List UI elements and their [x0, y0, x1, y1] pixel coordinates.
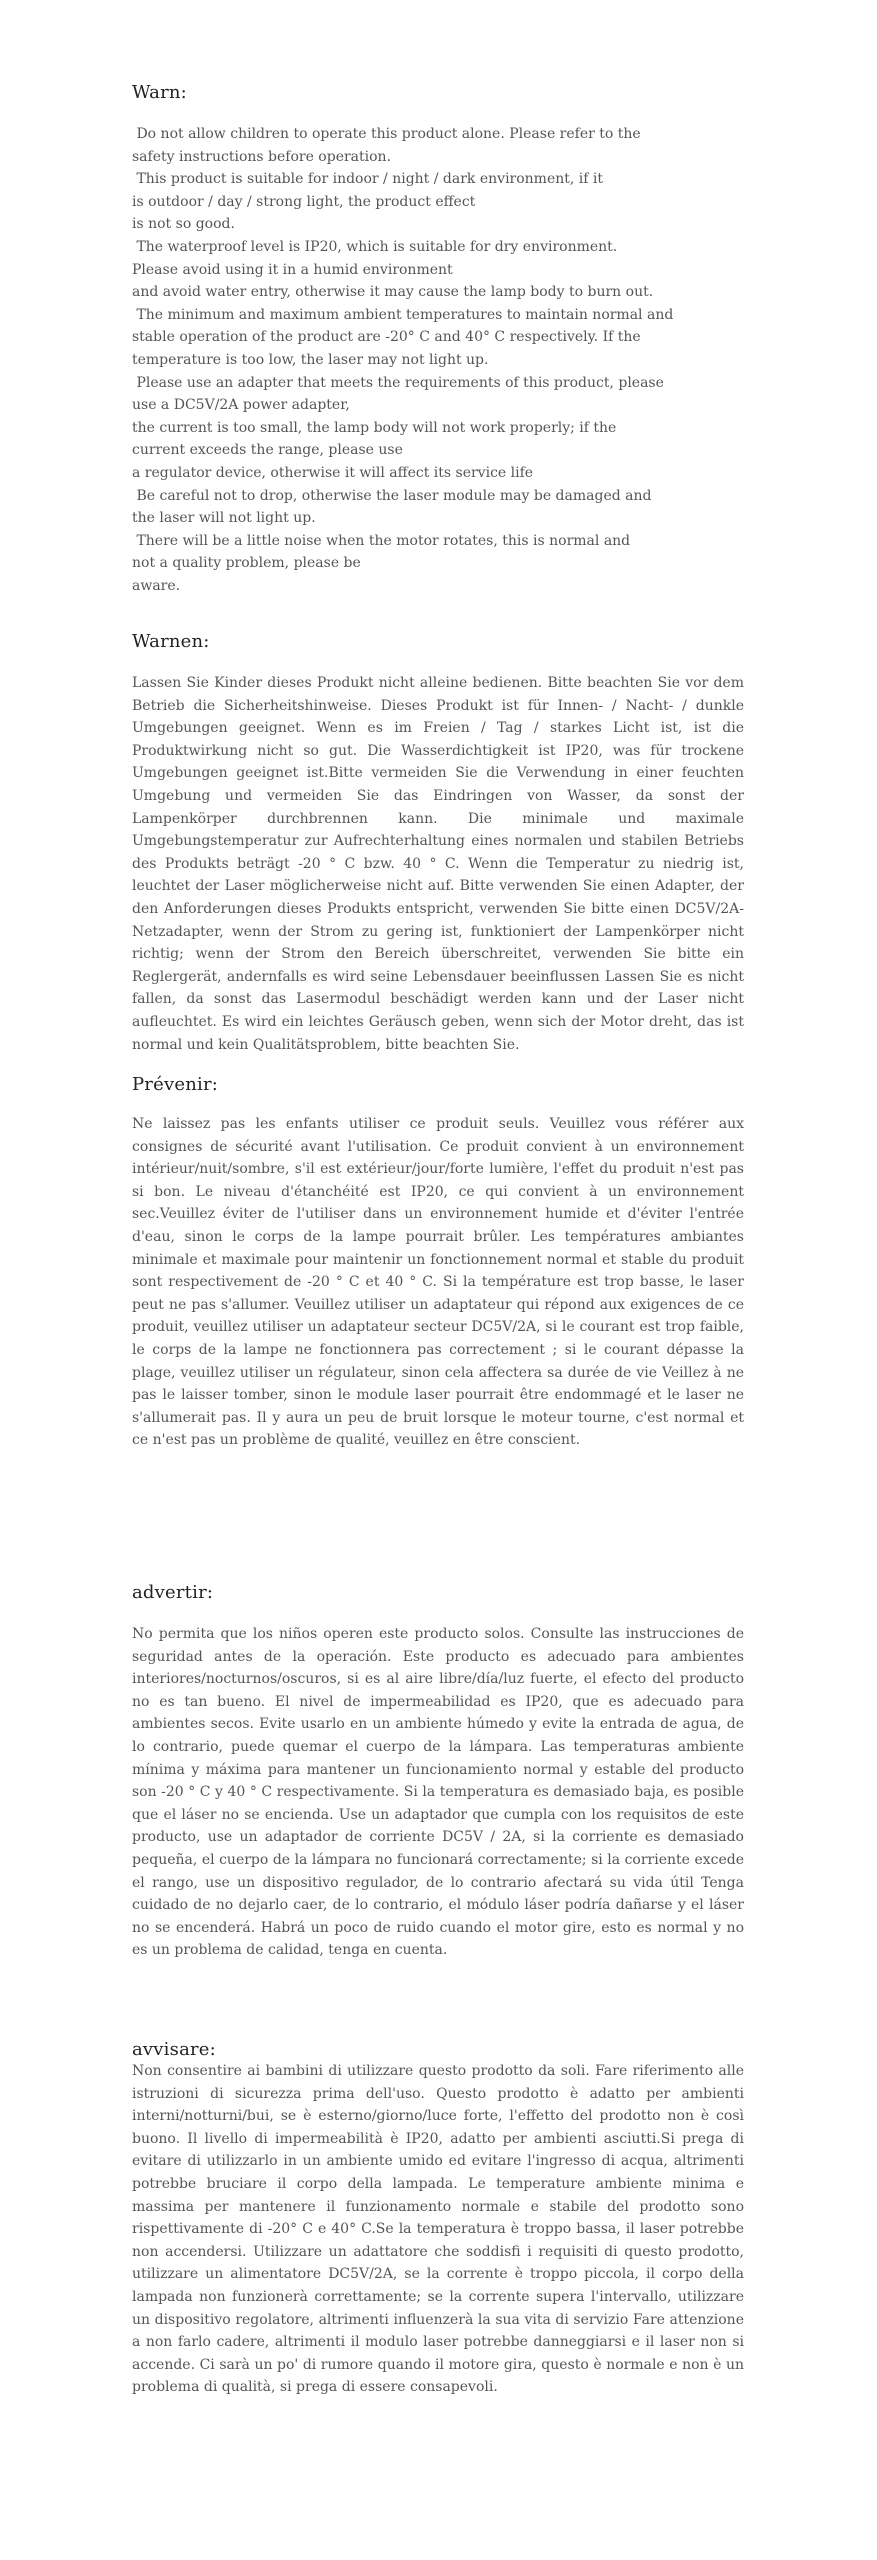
text-line: temperature is too low, the laser may not light up. — [132, 351, 489, 368]
warning-section-french — [132, 1074, 744, 1452]
text-line: the laser will not light up. — [132, 510, 316, 527]
text-line: The minimum and maximum ambient temperatures to maintain normal and — [132, 306, 674, 323]
text-line: Be careful not to drop, otherwise the laser module may be damaged and — [132, 487, 652, 504]
text-line: the current is too small, the lamp body will not work properly; if the — [132, 419, 617, 436]
warning-section-italian — [132, 2040, 744, 2399]
section-heading: avvisare: — [132, 2039, 216, 2060]
text-line: This product is suitable for indoor / night / dark environment, if it — [132, 171, 604, 188]
section-body: Ne laissez pas les enfants utiliser ce produit seuls. Veuillez vous référer aux consignes de sécurité avant l'utilisation. Ce produit convient à un environnement intérieur/nuit/sombre, s'il est extérieur/jour/forte lumière, l'effet du produit n'est pas si bon. Le niveau d'étanchéité est IP20, ce qui convient à un environnement sec.Veuillez éviter de l'utiliser dans un environnement humide et d'éviter l'entrée d'eau, sinon le corps de la lampe pourrait brûler. Les températures ambiantes minimale et maximale pour maintenir un fonctionnement normal et stable du produit sont respectivement de -20 ° C et 40 ° C. Si la température est trop basse, le laser peut ne pas s'allumer. Veuillez utiliser un adaptateur qui répond aux exigences de ce produit, veuillez utiliser un adaptateur secteur DC5V/2A, si le courant est trop faible, le corps de la lampe ne fonctionnera pas correctement ; si le courant dépasse la plage, veuillez utiliser un régulateur, sinon cela affectera sa durée de vie Veillez à ne pas le laisser tomber, sinon le module laser pourrait être endommagé et le laser ne s'allumerait pas. Il y aura un peu de bruit lorsque le moteur tourne, c'est normal et ce n'est pas un problème de qualité, veuillez en être conscient. — [132, 1116, 744, 1449]
warning-section-german — [132, 631, 744, 1056]
text-line: safety instructions before operation. — [132, 148, 392, 165]
text-line: and avoid water entry, otherwise it may cause the lamp body to burn out. — [132, 284, 654, 301]
section-body: Non consentire ai bambini di utilizzare questo prodotto da soli. Fare riferimento alle istruzioni di sicurezza prima dell'uso. Questo prodotto è adatto per ambienti interni/notturni/bui, se è esterno/giorno/luce forte, l'effetto del prodotto non è così buono. Il livello di impermeabilità è IP20, adatto per ambienti asciutti.Si prega di evitare di utilizzarlo in un ambiente umido ed evitare l'ingresso di acqua, altrimenti potrebbe bruciare il corpo della lampada. Le temperature ambiente minima e massima per mantenere il funzionamento normale e stabile del prodotto sono rispettivamente di -20° C e 40° C.Se la temperatura è troppo bassa, il laser potrebbe non accendersi. Utilizzare un adattatore che soddisfi i requisiti di questo prodotto, utilizzare un alimentatore DC5V/2A, se la corrente è troppo piccola, il corpo della lampada non funzionerà correttamente; se la corrente supera l'intervallo, utilizzare un dispositivo regolatore, altrimenti influenzerà la sua vita di servizio Fare attenzione a non farlo cadere, altrimenti il modulo laser potrebbe danneggiarsi e il laser non si accende. Ci sarà un po' di rumore quando il motore gira, questo è normale e non è un problema di qualità, si prega di essere consapevoli. — [132, 2063, 744, 2396]
text-line: There will be a little noise when the motor rotates, this is normal and — [132, 532, 631, 549]
text-line: is not so good. — [132, 216, 235, 233]
warning-section-english — [132, 82, 744, 597]
text-line: stable operation of the product are -20° C and 40° C respectively. If the — [132, 329, 641, 346]
text-line: a regulator device, otherwise it will affect its service life — [132, 464, 534, 481]
english-text-block — [132, 123, 744, 597]
text-line: The waterproof level is IP20, which is suitable for dry environment. — [132, 238, 618, 255]
text-line: Do not allow children to operate this product alone. Please refer to the — [132, 126, 641, 142]
section-heading: advertir: — [132, 1582, 214, 1603]
text-line: is outdoor / day / strong light, the product effect — [132, 193, 476, 210]
text-line: Please use an adapter that meets the requirements of this product, please — [132, 374, 664, 391]
text-line: Please avoid using it in a humid environment — [132, 261, 453, 278]
section-body: No permita que los niños operen este producto solos. Consulte las instrucciones de seguridad antes de la operación. Este producto es adecuado para ambientes interiores/nocturnos/oscuros, si es al aire libre/día/luz fuerte, el efecto del producto no es tan bueno. El nivel de impermeabilidad es IP20, que es adecuado para ambientes secos. Evite usarlo en un ambiente húmedo y evite la entrada de agua, de lo contrario, puede quemar el cuerpo de la lámpara. Las temperaturas ambiente mínima y máxima para mantener un funcionamiento normal y estable del producto son -20 ° C y 40 ° C respectivamente. Si la temperatura es demasiado baja, es posible que el láser no se encienda. Use un adaptador que cumpla con los requisitos de este producto, use un adaptador de corriente DC5V / 2A, si la corriente es demasiado pequeña, el cuerpo de la lámpara no funcionará correctamente; si la corriente excede el rango, use un dispositivo regulador, de lo contrario afectará su vida útil Tenga cuidado de no dejarlo caer, de lo contrario, el módulo láser podría dañarse y el láser no se encenderá. Habrá un poco de ruido cuando el motor gire, esto es normal y no es un problema de calidad, tenga en cuenta. — [132, 1626, 744, 1959]
section-heading: Warn: — [132, 82, 187, 103]
text-line: aware. — [132, 577, 181, 594]
section-heading: Warnen: — [132, 631, 210, 652]
text-line: not a quality problem, please be — [132, 555, 361, 572]
text-line: current exceeds the range, please use — [132, 442, 403, 459]
warning-section-spanish — [132, 1582, 744, 1962]
text-line: use a DC5V/2A power adapter, — [132, 397, 350, 414]
section-heading: Prévenir: — [132, 1074, 219, 1095]
section-body: Lassen Sie Kinder dieses Produkt nicht alleine bedienen. Bitte beachten Sie vor dem Betrieb die Sicherheitshinweise. Dieses Produkt ist für Innen- / Nacht- / dunkle Umgebungen geeignet. Wenn es im Freien / Tag / starkes Licht ist, ist die Produktwirkung nicht so gut. Die Wasserdichtigkeit ist IP20, was für trockene Umgebungen geeignet ist.Bitte vermeiden Sie die Verwendung in einer feuchten Umgebung und vermeiden Sie das Eindringen von Wasser, da sonst der Lampenkörper durchbrennen kann. Die minimale und maximale Umgebungstemperatur zur Aufrechterhaltung eines normalen und stabilen Betriebs des Produkts beträgt -20 ° C bzw. 40 ° C. Wenn die Temperatur zu niedrig ist, leuchtet der Laser möglicherweise nicht auf. Bitte verwenden Sie einen Adapter, der den Anforderungen dieses Produkts entspricht, verwenden Sie bitte einen DC5V/2A-Netzadapter, wenn der Strom zu gering ist, funktioniert der Lampenkörper nicht richtig; wenn der Strom den Bereich überschreitet, verwenden Sie bitte ein Reglergerät, andernfalls es wird seine Lebensdauer beeinflussen Lassen Sie es nicht fallen, da sonst das Lasermodul beschädigt werden kann und der Laser nicht aufleuchtet. Es wird ein leichtes Geräusch geben, wenn sich der Motor dreht, das ist normal und kein Qualitätsproblem, bitte beachten Sie. — [132, 675, 744, 1053]
